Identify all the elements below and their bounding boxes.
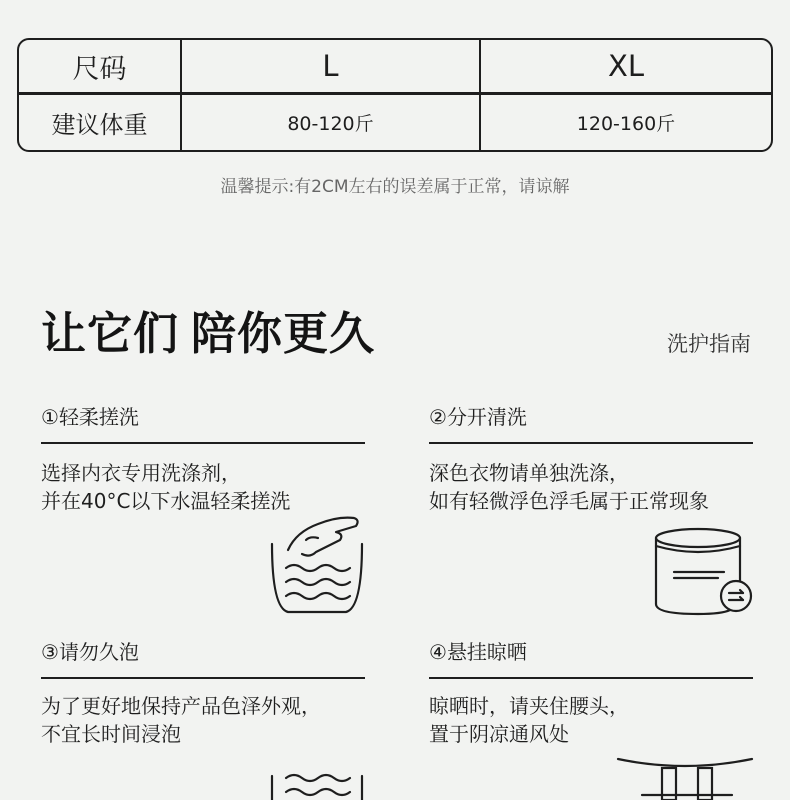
care-heading-part1: 让它们 — [41, 307, 180, 360]
step-4-title-text: 悬挂晾晒 — [446, 640, 527, 664]
step-4-desc-line: 置于阴凉通风处 — [429, 722, 569, 746]
step-3-title — [41, 636, 139, 665]
step-2-divider — [429, 442, 753, 444]
step-4-desc-line: 晾晒时，请夹住腰头， — [429, 694, 629, 718]
no-soak-icon — [266, 766, 370, 800]
size-tip: 温馨提示:有2CM左右的误差属于正常，请谅解 — [220, 177, 570, 197]
step-3-desc-line: 不宜长时间浸泡 — [41, 722, 181, 746]
step-2-desc-line: 如有轻微浮色浮毛属于正常现象 — [429, 489, 709, 513]
weight-value-xl: 120-160斤 — [576, 113, 676, 135]
weight-row-label: 建议体重 — [19, 95, 182, 150]
size-header-label: 尺码 — [19, 40, 182, 95]
step-3-desc-line: 为了更好地保持产品色泽外观， — [41, 694, 321, 718]
step-4-title — [429, 636, 527, 665]
step-1-title — [41, 401, 139, 430]
step-1-desc-line: 选择内衣专用洗涤剂， — [41, 461, 241, 485]
step-1-number: ① — [41, 405, 59, 429]
separate-wash-icon — [652, 526, 756, 618]
step-1-title-text: 轻柔搓洗 — [58, 405, 139, 429]
step-2-number: ② — [429, 405, 447, 429]
step-4-number: ④ — [429, 640, 447, 664]
step-3-desc — [41, 692, 321, 748]
step-1-divider — [41, 442, 365, 444]
step-3-divider — [41, 677, 365, 679]
weight-value-l: 80-120斤 — [182, 95, 481, 150]
step-2-title-text: 分开清洗 — [446, 405, 527, 429]
step-3-number: ③ — [41, 640, 59, 664]
step-4-desc — [429, 692, 629, 748]
step-2-title — [429, 401, 527, 430]
size-header-l: L — [182, 40, 481, 95]
step-2-desc-line: 深色衣物请单独洗涤， — [429, 461, 629, 485]
step-1-desc-line: 并在40°C以下水温轻柔搓洗 — [41, 489, 291, 513]
care-guide-label: 洗护指南 — [667, 332, 751, 356]
step-2-desc — [429, 459, 709, 515]
care-heading — [41, 297, 375, 362]
step-4-divider — [429, 677, 753, 679]
hang-dry-icon — [612, 755, 758, 800]
size-header-xl: XL — [481, 40, 771, 95]
hand-wash-icon — [266, 512, 370, 618]
step-3-title-text: 请勿久泡 — [58, 640, 139, 664]
step-1-desc — [41, 459, 290, 515]
care-heading-part2: 陪你更久 — [191, 307, 376, 360]
size-table — [17, 38, 773, 152]
